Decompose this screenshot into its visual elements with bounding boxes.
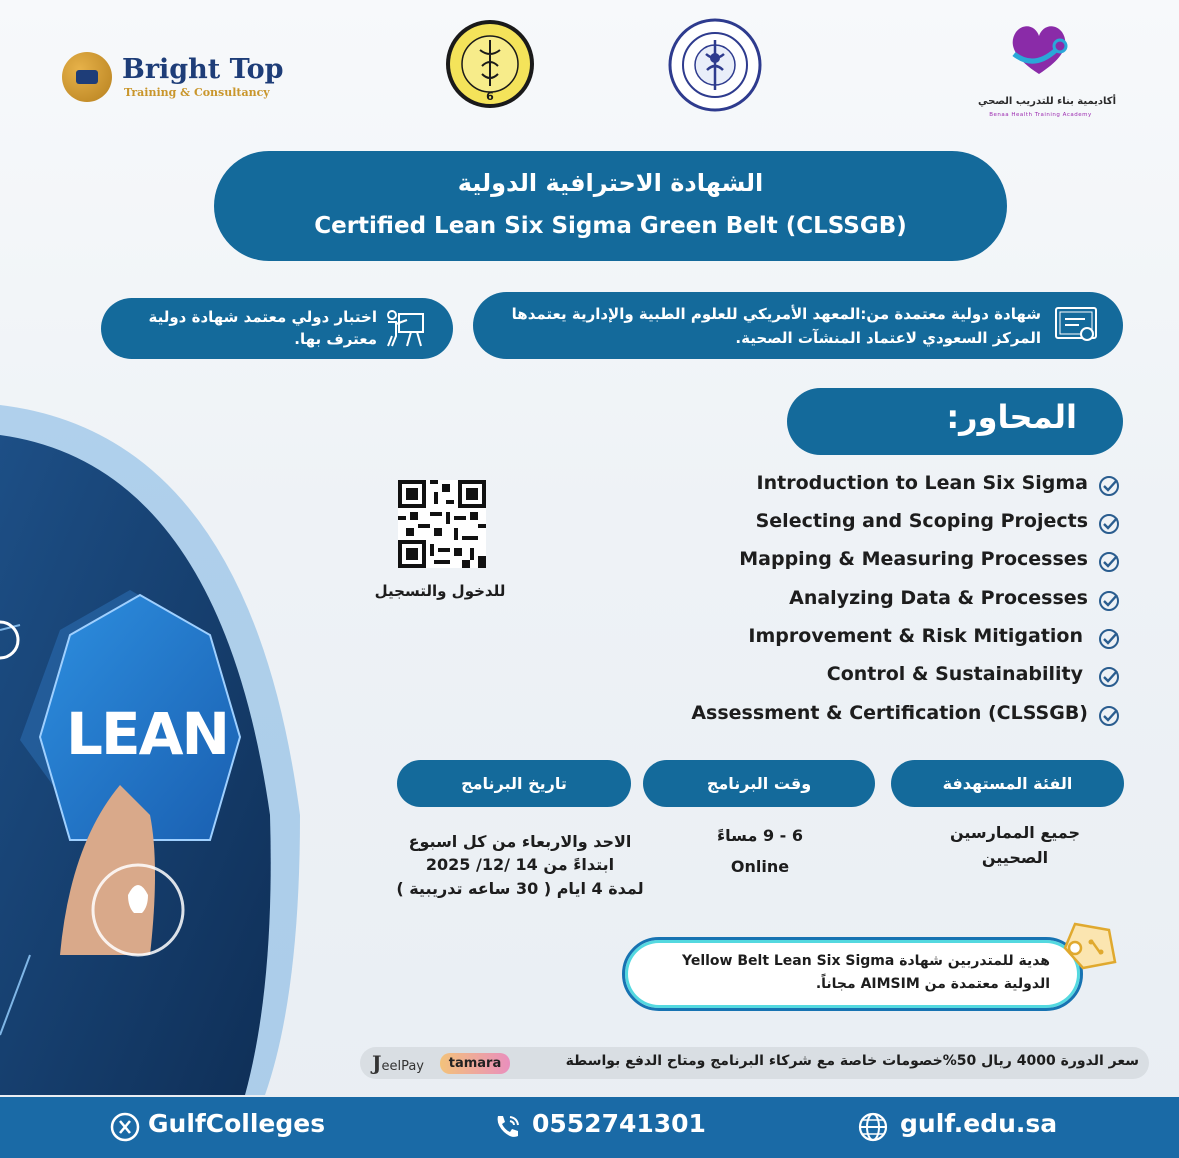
- check-circle-icon: [1098, 513, 1120, 535]
- jeelpay-mark: J: [372, 1051, 382, 1075]
- x-social-icon: [110, 1112, 140, 1142]
- date-label-pill: تاريخ البرنامج: [397, 760, 631, 807]
- american-institute-seal-icon: [668, 18, 762, 112]
- gift-banner: [622, 937, 1083, 1011]
- price-text: سعر الدورة 4000 ريال 50%خصومات خاصة مع شركاء البرنامج ومتاح الدفع بواسطة: [565, 1053, 1139, 1069]
- exam-pill: [101, 298, 453, 359]
- bright-top-name: Bright Top: [122, 54, 284, 85]
- benaa-arabic-name: أكاديمية بناء للتدريب الصحي: [978, 96, 1117, 107]
- lean-six-sigma-seal-icon: [444, 18, 536, 110]
- topic-item: Mapping & Measuring Processes: [739, 548, 1088, 570]
- bright-top-subtitle: Training & Consultancy: [124, 86, 270, 99]
- benaa-english-name: Benaa Health Training Academy: [989, 112, 1092, 118]
- topic-item: Selecting and Scoping Projects: [755, 510, 1088, 532]
- bright-top-emblem-icon: [62, 52, 112, 102]
- discount-tag-icon: [1055, 912, 1119, 976]
- social-handle[interactable]: GulfColleges: [148, 1109, 326, 1138]
- date-line-2: ابتداءً من 14 /12/ 2025: [425, 855, 615, 874]
- gift-line-1: هدية للمتدربين شهادة Yellow Belt Lean Six Sigma: [681, 953, 1050, 969]
- qr-label: للدخول والتسجيل: [374, 582, 506, 600]
- globe-icon: [858, 1112, 888, 1142]
- exam-text: اختبار دولي معتمد شهادة دولية معترف بها.: [148, 308, 377, 348]
- time-mode: Online: [730, 857, 790, 876]
- presentation-icon: [383, 306, 427, 350]
- seal-number: 6: [486, 90, 494, 103]
- topic-item: Improvement & Risk Mitigation: [748, 625, 1083, 647]
- accreditation-pill: [473, 292, 1123, 359]
- phone-icon: [492, 1112, 522, 1142]
- footer-bar: [0, 1097, 1179, 1158]
- accreditation-text: شهادة دولية معتمدة من:المعهد الأمريكي للعلوم الطبية والإدارية يعتمدها المركز السعودي لاعتماد المنشآت الصحية.: [511, 305, 1041, 347]
- date-line-1: الاحد والاربعاء من كل اسبوع: [408, 832, 632, 851]
- time-value: 6 - 9 مساءً: [716, 826, 803, 845]
- title-arabic: الشهادة الاحترافية الدولية: [457, 169, 764, 197]
- audience-label-pill: الفئة المستهدفة: [891, 760, 1124, 807]
- bright-top-logo: [62, 48, 292, 104]
- topic-item: Control & Sustainability: [826, 663, 1083, 685]
- axes-heading: المحاور:: [946, 398, 1077, 436]
- axes-heading-pill: [787, 388, 1123, 455]
- check-circle-icon: [1098, 551, 1120, 573]
- phone-number[interactable]: 0552741301: [532, 1109, 706, 1138]
- gift-text: [645, 950, 1050, 996]
- title-banner: [214, 151, 1007, 261]
- check-circle-icon: [1098, 628, 1120, 650]
- topic-item: Introduction to Lean Six Sigma: [756, 472, 1088, 494]
- jeelpay-text: eelPay: [381, 1059, 424, 1074]
- registration-qr-code[interactable]: [398, 480, 486, 568]
- jeelpay-badge: [372, 1052, 438, 1074]
- tamara-badge: tamara: [440, 1053, 510, 1074]
- gift-line-2: الدولية معتمدة من AIMSIM مجاناً.: [815, 976, 1050, 992]
- certificate-icon: [1053, 304, 1101, 346]
- date-line-3: لمدة 4 ايام ( 30 ساعه تدريبية ): [396, 879, 644, 898]
- heart-stethoscope-icon: [1008, 20, 1070, 78]
- benaa-academy-logo: [978, 20, 1117, 125]
- topic-item: Assessment & Certification (CLSSGB): [691, 702, 1088, 724]
- lean-label: LEAN: [66, 700, 229, 768]
- time-label-pill: وقت البرنامج: [643, 760, 875, 807]
- check-circle-icon: [1098, 705, 1120, 727]
- check-circle-icon: [1098, 590, 1120, 612]
- website-link[interactable]: gulf.edu.sa: [900, 1109, 1058, 1138]
- audience-value: جميع الممارسين الصحيين: [949, 823, 1081, 867]
- topic-item: Analyzing Data & Processes: [789, 587, 1088, 609]
- title-english: Certified Lean Six Sigma Green Belt (CLSSGB): [314, 213, 907, 239]
- check-circle-icon: [1098, 666, 1120, 688]
- check-circle-icon: [1098, 475, 1120, 497]
